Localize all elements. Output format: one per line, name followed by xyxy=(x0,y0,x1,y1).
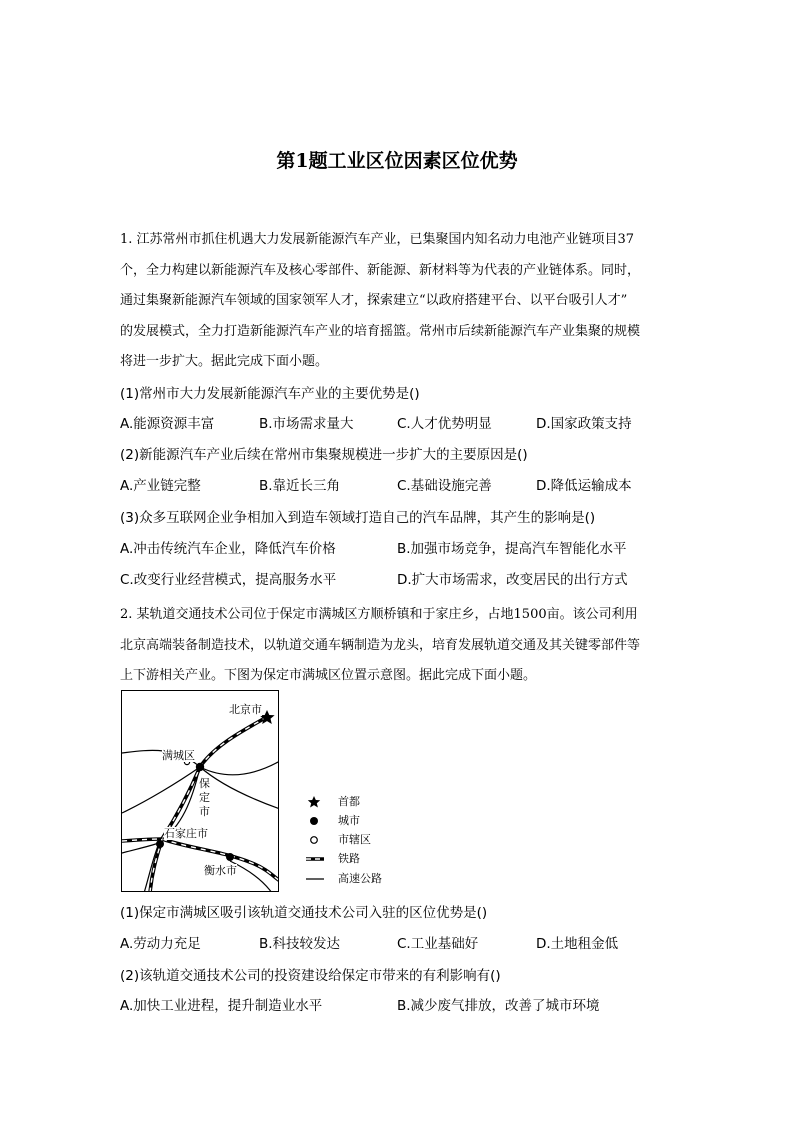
q1-sub3-option-c[interactable]: C.改变行业经营模式，提高服务水平 xyxy=(120,572,337,588)
q2-stem-line: 上下游相关产业。下图为保定市满城区位置示意图。据此完成下面小题。 xyxy=(120,668,537,683)
q2-sub1-option-a[interactable]: A.劳动力充足 xyxy=(120,936,201,952)
q1-sub3-option-b[interactable]: B.加强市场竞争，提高汽车智能化水平 xyxy=(397,541,627,557)
q2-sub1-option-d[interactable]: D.土地租金低 xyxy=(536,936,619,952)
q1-stem xyxy=(120,225,676,378)
page-title: 第1题工业区位因素区位优势 xyxy=(276,150,518,172)
legend-label: 市辖区 xyxy=(338,833,371,846)
q1-sub1-option-b[interactable]: B.市场需求量大 xyxy=(259,416,354,432)
q2-stem-line: 北京高端装备制造技术，以轨道交通车辆制造为龙头，培育发展轨道交通及其关键零部件等 xyxy=(120,637,641,653)
q2-stem-line: 2. 某轨道交通技术公司位于保定市满城区方顺桥镇和于家庄乡，占地1500亩。该公司利用 xyxy=(120,607,638,622)
q1-stem-line: 1. 江苏常州市抓住机遇大力发展新能源汽车产业，已集聚国内知名动力电池产业链项目37 xyxy=(120,232,635,247)
q2-sub2-question: (2)该轨道交通技术公司的投资建设给保定市带来的有利影响有() xyxy=(120,968,501,984)
q2-sub1-option-c[interactable]: C.工业基础好 xyxy=(397,936,479,952)
beijing-label: 北京市 xyxy=(229,703,262,716)
q2-sub1-question: (1)保定市满城区吸引该轨道交通技术公司入驻的区位优势是() xyxy=(120,905,488,921)
q1-stem-line: 个，全力构建以新能源汽车及核心零部件、新能源、新材料等为代表的产业链体系。同时， xyxy=(120,262,641,278)
q1-stem-line: 将进一步扩大。据此完成下面小题。 xyxy=(120,354,329,369)
circle-icon xyxy=(306,832,324,848)
q1-sub1-option-a[interactable]: A.能源资源丰富 xyxy=(120,416,215,432)
q1-stem-line: 的发展模式，全力打造新能源汽车产业的培育摇篮。常州市后续新能源汽车产业集聚的规模 xyxy=(120,323,641,339)
legend-label: 铁路 xyxy=(338,852,360,865)
hengshui-dot-icon xyxy=(226,853,234,861)
highway-line xyxy=(122,843,159,853)
legend-label: 城市 xyxy=(338,814,360,827)
q1-sub1-option-c[interactable]: C.人才优势明显 xyxy=(397,416,492,432)
highway-lines xyxy=(122,750,279,892)
q2-sub2-option-a[interactable]: A.加快工业进程，提升制造业水平 xyxy=(120,998,323,1014)
q1-sub2-option-b[interactable]: B.靠近长三角 xyxy=(259,478,341,494)
hengshui-label: 衡水市 xyxy=(204,864,237,877)
baoding-dot-icon xyxy=(196,763,204,771)
highway-line xyxy=(200,767,279,809)
q1-sub3-option-d[interactable]: D.扩大市场需求，改变居民的出行方式 xyxy=(397,572,628,588)
location-map xyxy=(121,690,279,892)
q1-sub3-option-a[interactable]: A.冲击传统汽车企业，降低汽车价格 xyxy=(120,541,336,557)
q1-sub3-question: (3)众多互联网企业争相加入到造车领域打造自己的汽车品牌，其产生的影响是() xyxy=(120,510,596,526)
legend-label: 高速公路 xyxy=(338,872,382,885)
q1-sub2-option-d[interactable]: D.降低运输成本 xyxy=(536,478,632,494)
q1-sub1-option-d[interactable]: D.国家政策支持 xyxy=(536,416,632,432)
dot-icon xyxy=(306,813,324,829)
legend-label: 首都 xyxy=(338,795,360,808)
highway-line xyxy=(200,761,279,775)
shijiazhuang-dot-icon xyxy=(156,840,164,848)
q1-sub2-question: (2)新能源汽车产业后续在常州市集聚规模进一步扩大的主要原因是() xyxy=(120,447,528,463)
q2-stem xyxy=(120,600,676,692)
shijiazhuang-label: 石家庄市 xyxy=(164,827,208,840)
star-icon xyxy=(306,794,324,810)
baoding-label: 保定市 xyxy=(199,777,210,818)
q1-sub2-option-a[interactable]: A.产业链完整 xyxy=(120,478,201,494)
q1-sub2-option-c[interactable]: C.基础设施完善 xyxy=(397,478,492,494)
q1-stem-line: 通过集聚新能源汽车领域的国家领军人才，探索建立“以政府搭建平台、以平台吸引人才” xyxy=(120,293,628,308)
q2-sub2-option-b[interactable]: B.减少废气排放，改善了城市环境 xyxy=(397,998,600,1014)
q1-sub1-question: (1)常州市大力发展新能源汽车产业的主要优势是() xyxy=(120,386,420,402)
railway-icon xyxy=(306,851,324,867)
q2-sub1-option-b[interactable]: B.科技较发达 xyxy=(259,936,341,952)
mancheng-label: 满城区 xyxy=(162,749,195,762)
highway-icon xyxy=(306,871,324,887)
